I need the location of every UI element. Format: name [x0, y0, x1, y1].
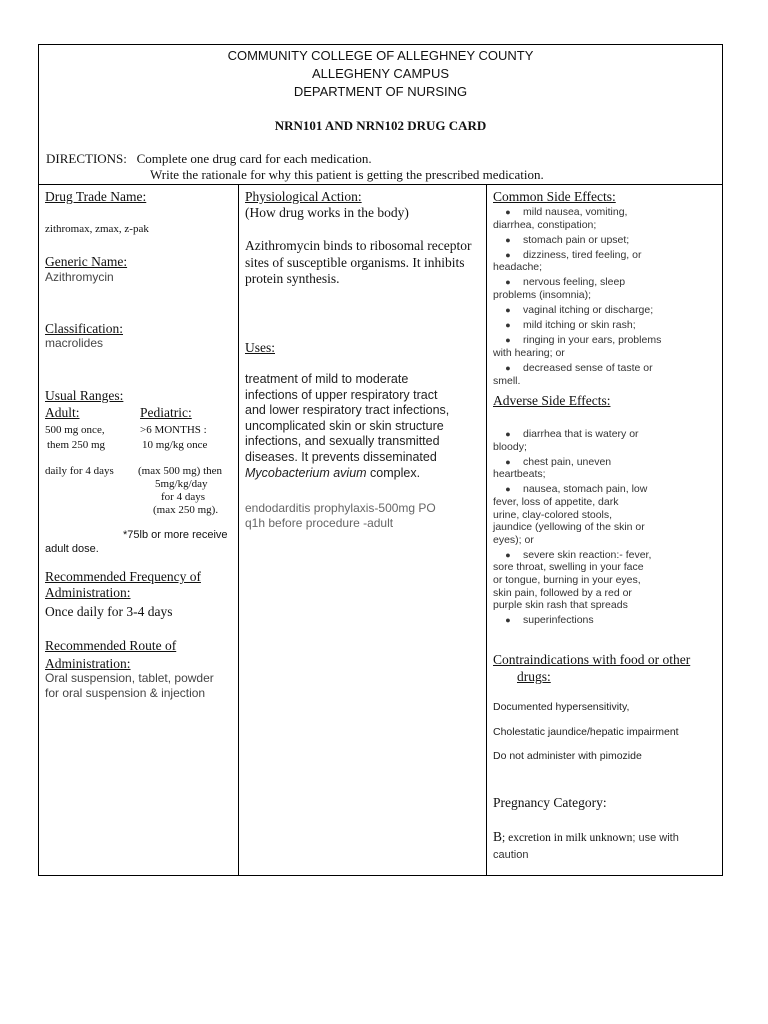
usual-ranges-label: Usual Ranges:	[45, 388, 124, 403]
frequency-label-1: Recommended Frequency of	[45, 569, 201, 584]
uses-line-4: uncomplicated skin or skin structure	[245, 418, 444, 433]
common-side-effect-text: ringing in your ears, problems	[523, 334, 662, 347]
column-action-uses	[239, 185, 487, 875]
route-label-1: Recommended Route of	[45, 638, 177, 653]
bullet-icon: ●	[505, 363, 511, 374]
adverse-side-effect-text: eyes); or	[493, 533, 534, 546]
common-side-effect-text: mild itching or skin rash;	[523, 319, 636, 332]
adverse-side-effect-text: nausea, stomach pain, low	[523, 483, 648, 496]
pediatric-dose-4: 5mg/kg/day	[155, 478, 208, 490]
adverse-side-effect-text: bloody;	[493, 440, 527, 453]
department-name: DEPARTMENT OF NURSING	[293, 84, 468, 99]
generic-name-label: Generic Name:	[45, 254, 128, 269]
adverse-side-effect-text: jaundice (yellowing of the skin or	[493, 521, 645, 534]
adult-dose-3: daily for 4 days	[45, 465, 114, 477]
adverse-side-effect-text: superinfections	[523, 614, 594, 627]
adverse-side-effect-text: or tongue, burning in your eyes,	[493, 574, 641, 587]
adverse-side-effects-list	[493, 428, 718, 629]
action-text-2: sites of susceptible organisms. It inhibits	[245, 255, 465, 270]
adult-label: Adult:	[45, 405, 80, 420]
prophylaxis-text	[245, 501, 436, 531]
pediatric-dose-2: 10 mg/kg once	[142, 439, 208, 451]
bullet-icon: ●	[505, 615, 511, 626]
directions-label: DIRECTIONS:	[46, 151, 127, 166]
trade-name-label: Drug Trade Name:	[45, 189, 147, 204]
common-side-effects-list	[493, 206, 718, 390]
pregnancy-milk-note: ; excretion in milk unknown	[502, 832, 633, 844]
uses-line-2: infections of upper respiratory tract	[245, 387, 438, 402]
pregnancy-caution-1: ; use with	[632, 832, 679, 844]
bullet-icon: ●	[505, 549, 511, 560]
common-side-effect-item	[493, 234, 718, 247]
adult-dose-1: 500 mg once,	[45, 424, 105, 436]
college-name: COMMUNITY COLLEGE OF ALLEGHNEY COUNTY	[227, 48, 534, 63]
contraindications-label-2: drugs:	[517, 669, 551, 684]
adverse-side-effect-text: severe skin reaction:- fever,	[523, 548, 652, 561]
frequency-label-2: Administration:	[45, 585, 131, 600]
pediatric-dose-3: (max 500 mg) then	[138, 465, 223, 477]
uses-line-6: diseases. It prevents disseminated	[245, 449, 437, 464]
uses-line-7-end: complex.	[366, 465, 421, 480]
adverse-side-effect-item	[493, 614, 718, 627]
adverse-side-effect-item	[493, 456, 718, 481]
common-side-effect-text: problems (insomnia);	[493, 289, 592, 302]
column-side-effects	[487, 185, 722, 875]
bullet-icon: ●	[505, 335, 511, 346]
pediatric-label: Pediatric:	[140, 405, 192, 420]
bullet-icon: ●	[505, 320, 511, 331]
classification-value: macrolides	[45, 336, 104, 350]
bullet-icon: ●	[505, 277, 511, 288]
common-side-effect-item	[493, 334, 718, 359]
common-side-effect-text: smell.	[493, 374, 521, 387]
adverse-side-effect-text: fever, loss of appetite, dark	[493, 495, 619, 508]
common-side-effect-text: stomach pain or upset;	[523, 233, 630, 246]
directions-line-1: Complete one drug card for each medication.	[136, 151, 372, 166]
prophylaxis-line-2: q1h before procedure -adult	[245, 516, 394, 530]
bullet-icon: ●	[505, 249, 511, 260]
common-side-effect-text: headache;	[493, 261, 543, 274]
column-drug-info	[39, 185, 239, 875]
route-label-2: Administration:	[45, 656, 131, 671]
route-value-2: for oral suspension & injection	[45, 686, 206, 700]
common-side-effect-item	[493, 304, 718, 317]
prophylaxis-line-1: endodarditis prophylaxis-500mg PO	[245, 501, 436, 515]
card-header	[39, 45, 722, 185]
weight-note-1: *75lb or more receive	[123, 529, 228, 541]
uses-line-3: and lower respiratory tract infections,	[245, 403, 450, 418]
common-side-effects-label: Common Side Effects:	[493, 189, 616, 204]
pediatric-dose-1: >6 MONTHS :	[140, 424, 207, 436]
common-side-effect-text: dizziness, tired feeling, or	[523, 248, 642, 261]
uses-line-5: infections, and sexually transmitted	[245, 434, 440, 449]
bullet-icon: ●	[505, 207, 511, 217]
common-side-effect-text: diarrhea, constipation;	[493, 218, 597, 231]
drug-card	[38, 44, 723, 876]
campus-name: ALLEGHENY CAMPUS	[311, 66, 450, 81]
bullet-icon: ●	[505, 484, 511, 495]
adult-dose-2: them 250 mg	[47, 439, 106, 451]
action-text-3: protein synthesis.	[245, 271, 340, 286]
adverse-side-effect-text: urine, clay-colored stools,	[493, 508, 613, 521]
contraindication-2: Cholestatic jaundice/hepatic impairment	[493, 726, 679, 738]
bullet-icon: ●	[505, 305, 511, 316]
frequency-value: Once daily for 3-4 days	[45, 604, 173, 619]
bullet-icon: ●	[505, 456, 511, 467]
uses-line-1: treatment of mild to moderate	[245, 372, 409, 386]
action-subtitle: (How drug works in the body)	[245, 205, 409, 220]
pregnancy-caution-2: caution	[493, 849, 529, 861]
bullet-icon: ●	[505, 429, 511, 439]
card-title: NRN101 AND NRN102 DRUG CARD	[274, 118, 487, 133]
common-side-effect-item	[493, 362, 718, 387]
uses-line-7	[245, 466, 449, 482]
weight-note-2: adult dose.	[45, 543, 99, 555]
common-side-effect-text: vaginal itching or discharge;	[523, 304, 654, 317]
pregnancy-category-letter: B	[493, 829, 503, 844]
adverse-side-effect-item	[493, 483, 718, 546]
adverse-side-effect-item	[493, 549, 718, 612]
bullet-icon: ●	[505, 234, 511, 245]
adverse-side-effect-text: sore throat, swelling in your face	[493, 561, 644, 574]
adverse-side-effect-text: skin pain, followed by a red or	[493, 586, 632, 599]
trade-name-value: zithromax, zmax, z-pak	[45, 223, 149, 235]
pediatric-dose-6: (max 250 mg).	[153, 504, 219, 516]
adverse-side-effect-text: purple skin rash that spreads	[493, 599, 628, 612]
action-text-1: Azithromycin binds to ribosomal receptor	[245, 238, 472, 253]
common-side-effect-text: decreased sense of taste or	[523, 362, 653, 375]
common-side-effect-item	[493, 319, 718, 332]
adverse-side-effects-label: Adverse Side Effects:	[493, 393, 611, 408]
uses-label: Uses:	[245, 340, 275, 355]
common-side-effect-text: with hearing; or	[493, 346, 565, 359]
contraindications-label-1: Contraindications with food or other	[493, 652, 691, 667]
directions-line-2: Write the rationale for why this patient is getting the prescribed medication.	[150, 167, 544, 182]
contraindication-1: Documented hypersensitivity,	[493, 701, 630, 713]
uses-organism: Mycobacterium avium	[245, 465, 367, 480]
common-side-effect-text: mild nausea, vomiting,	[523, 206, 628, 218]
adverse-side-effect-text: chest pain, uneven	[523, 455, 612, 468]
common-side-effect-item	[493, 276, 718, 301]
common-side-effect-text: nervous feeling, sleep	[523, 276, 626, 289]
common-side-effect-item	[493, 206, 718, 231]
adverse-side-effect-text: heartbeats;	[493, 468, 546, 481]
adverse-side-effect-item	[493, 428, 718, 453]
pregnancy-category-value	[493, 829, 719, 863]
directions	[46, 151, 721, 185]
classification-label: Classification:	[45, 321, 123, 336]
action-label: Physiological Action:	[245, 189, 362, 204]
generic-name-value: Azithromycin	[45, 270, 114, 284]
route-value-1: Oral suspension, tablet, powder	[45, 671, 214, 685]
uses-text	[245, 372, 449, 481]
adverse-side-effect-text: diarrhea that is watery or	[523, 428, 639, 440]
pregnancy-category-label: Pregnancy Category:	[493, 795, 607, 810]
pediatric-dose-5: for 4 days	[161, 491, 205, 503]
contraindication-3: Do not administer with pimozide	[493, 750, 642, 762]
common-side-effect-item	[493, 249, 718, 274]
